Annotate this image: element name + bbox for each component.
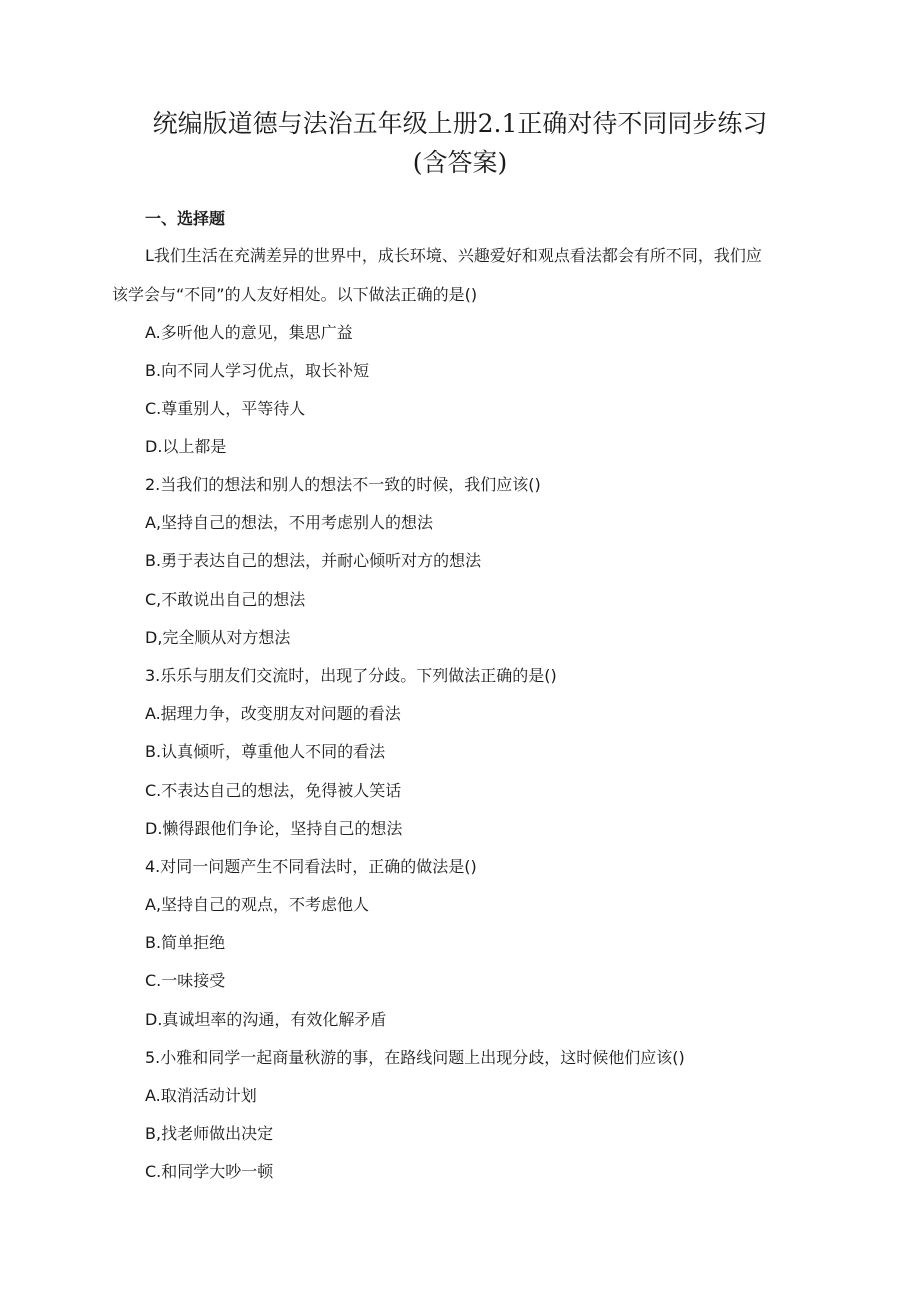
- question-1-stem: L我们生活在充满差异的世界中，成长环境、兴趣爱好和观点看法都会有所不同，我们应: [145, 246, 762, 265]
- question-4-stem: 4.对同一问题产生不同看法时，正确的做法是(): [145, 857, 477, 876]
- question-3-option-a: A.据理力争，改变朋友对问题的看法: [145, 704, 401, 723]
- question-5-option-b: B,找老师做出决定: [145, 1124, 274, 1143]
- question-4-option-b: B.简单拒绝: [145, 933, 226, 952]
- question-5-option-c: C.和同学大吵一顿: [145, 1162, 274, 1181]
- question-1-option-b: B.向不同人学习优点，取长补短: [145, 361, 370, 380]
- question-4-option-d: D.真诚坦率的沟通，有效化解矛盾: [145, 1010, 387, 1029]
- question-2-stem: 2.当我们的想法和别人的想法不一致的时候，我们应该(): [145, 475, 541, 494]
- question-3-stem: 3.乐乐与朋友们交流时，出现了分歧。下列做法正确的是(): [145, 666, 557, 685]
- question-3-option-d: D.懒得跟他们争论，坚持自己的想法: [145, 819, 403, 838]
- document-title: 统编版道德与法治五年级上册2.1正确对待不同同步练习: [152, 109, 768, 138]
- question-5-option-a: A.取消活动计划: [145, 1086, 257, 1105]
- question-1-stem-continued: 该学会与“不同”的人友好相处。以下做法正确的是(): [112, 285, 478, 304]
- question-2-option-b: B.勇于表达自己的想法，并耐心倾听对方的想法: [145, 551, 482, 570]
- question-3-option-b: B.认真倾听，尊重他人不同的看法: [145, 742, 386, 761]
- question-1-option-a: A.多听他人的意见，集思广益: [145, 323, 353, 342]
- question-1-option-d: D.以上都是: [145, 437, 227, 456]
- question-4-option-a: A,坚持自己的观点，不考虑他人: [145, 895, 370, 914]
- question-2-option-c: C,不敢说出自己的想法: [145, 590, 306, 609]
- section-heading: 一、选择题: [145, 209, 226, 228]
- question-5-stem: 5.小雅和同学一起商量秋游的事，在路线问题上出现分歧，这时候他们应该(): [145, 1048, 685, 1067]
- question-3-option-c: C.不表达自己的想法，免得被人笑话: [145, 781, 402, 800]
- document-subtitle: (含答案): [412, 148, 508, 177]
- question-2-option-a: A,坚持自己的想法，不用考虑别人的想法: [145, 513, 434, 532]
- question-2-option-d: D,完全顺从对方想法: [145, 628, 291, 647]
- question-1-option-c: C.尊重别人，平等待人: [145, 399, 306, 418]
- question-4-option-c: C.一味接受: [145, 971, 226, 990]
